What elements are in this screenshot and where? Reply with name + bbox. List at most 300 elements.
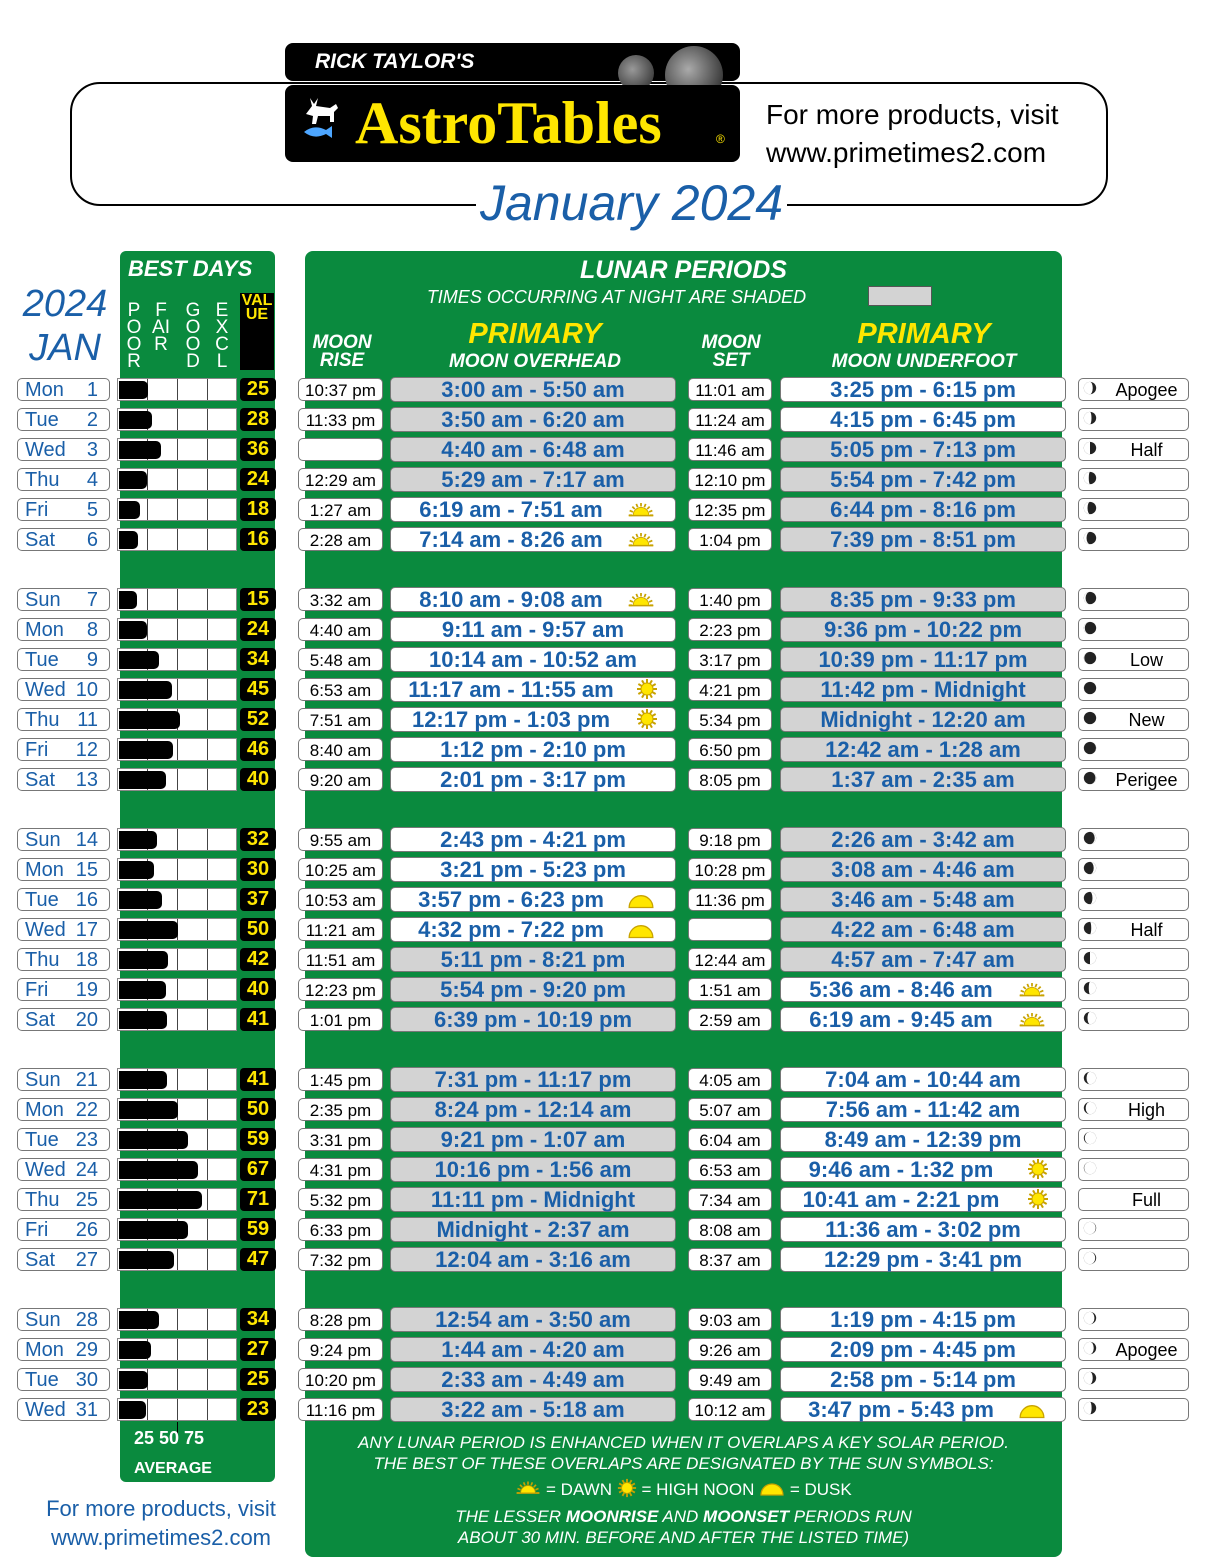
moonrise-time: 3:32 am [298,588,383,611]
overhead-period: 2:01 pm - 3:17 pm [390,767,676,792]
day-date: 23 [75,1129,98,1151]
overhead-period: 5:54 pm - 9:20 pm [390,977,676,1002]
grid-line [177,409,178,430]
dusk-sun-icon [759,1481,785,1500]
rating-bar-track [117,768,237,791]
moonset-time: 2:59 am [688,1008,772,1031]
underfoot-period: 2:58 pm - 5:14 pm [780,1367,1066,1392]
moon-phase-icon [1083,411,1100,428]
rating-bar-track [117,1308,237,1331]
promo-url[interactable]: www.primetimes2.com [50,1525,272,1550]
grid-line [177,739,178,760]
moonset-time: 5:34 pm [688,708,772,731]
grid-line [207,1309,208,1330]
day-label [17,1128,110,1151]
day-of-week: Mon [25,619,64,641]
moonset-time: 12:10 pm [688,468,772,491]
grid-line [147,529,148,550]
overhead-period: 1:12 pm - 2:10 pm [390,737,676,762]
underfoot-period: 7:04 am - 10:44 am [780,1067,1066,1092]
moon-phase-label: Low [1129,650,1164,670]
day-value: 25 [240,378,276,401]
moon-phase-icon [1083,441,1100,458]
day-label [17,1008,110,1031]
moonset-time: 8:37 am [688,1248,772,1271]
day-value: 41 [240,1068,276,1091]
col-excl-label: EXCL [215,300,229,372]
moon-phase-icon [1083,861,1100,878]
day-date: 29 [75,1339,98,1361]
moonset-time: 9:03 am [688,1308,772,1331]
rating-bar-track [117,408,237,431]
grid-line [207,1189,208,1210]
moonrise-time: 9:20 am [298,768,383,791]
day-value: 41 [240,1008,276,1031]
grid-line [207,979,208,1000]
rating-bar-track [117,1368,237,1391]
day-label [17,378,110,401]
moon-phase-label: Half [1130,440,1163,460]
moon-phase [1078,1008,1189,1031]
day-value: 46 [240,738,276,761]
moonrise-time: 10:53 am [298,888,383,911]
rating-bar [119,1341,151,1359]
moonrise-time: 4:40 am [298,618,383,641]
rating-bar [119,1161,198,1179]
day-date: 5 [86,499,98,521]
day-of-week: Mon [25,1339,64,1361]
moonset-time: 8:08 am [688,1218,772,1241]
grid-line [147,589,148,610]
rating-bar-track [117,438,237,461]
page-title: January 2024 [476,174,787,232]
overhead-period: 2:43 pm - 4:21 pm [390,827,676,852]
moonrise-time: 1:45 pm [298,1068,383,1091]
day-of-week: Tue [25,409,59,431]
overhead-period: 8:10 am - 9:08 am [390,587,676,612]
moon-phase-icon [1083,831,1100,848]
moon-phase-icon [1083,981,1100,998]
grid-line [177,979,178,1000]
average-label: AVERAGE [134,1460,212,1477]
overhead-period: 10:14 am - 10:52 am [390,647,676,672]
moonrise-header [306,334,378,370]
day-of-week: Tue [25,1129,59,1151]
moonrise-time: 6:33 pm [298,1218,383,1241]
grid-line [207,1159,208,1180]
moonset-header-line: SET [712,350,750,371]
grid-line [207,1219,208,1240]
brand-byline: RICK TAYLOR'S [285,43,740,81]
rating-bar-track [117,1068,237,1091]
grid-line [207,859,208,880]
day-label [17,1248,110,1271]
overhead-period: 1:44 am - 4:20 am [390,1337,676,1362]
moon-phase [1078,738,1189,761]
noon-sun-icon [1027,1188,1049,1215]
grid-line [207,1339,208,1360]
day-date: 20 [75,1009,98,1031]
noon-sun-icon [636,678,658,705]
moon-phase [1078,888,1189,911]
day-value: 67 [240,1158,276,1181]
moonrise-time: 10:25 am [298,858,383,881]
underfoot-period: 6:19 am - 9:45 am [780,1007,1066,1032]
overhead-period: 9:11 am - 9:57 am [390,617,676,642]
primary-header-underfoot: PRIMARY [857,318,991,350]
grid-line [177,859,178,880]
moon-phase [1078,618,1189,641]
day-value: 40 [240,978,276,1001]
day-of-week: Thu [25,1189,60,1211]
moonrise-time: 12:29 am [298,468,383,491]
moon-phase [1078,528,1189,551]
moon-phase-icon [1083,1101,1100,1118]
moon-note-text: THE LESSER [455,1507,566,1526]
moon-phase [1078,1338,1189,1361]
day-value: 47 [240,1248,276,1271]
day-date: 4 [86,469,98,491]
moonset-time: 1:51 am [688,978,772,1001]
moon-phase-icon [1083,381,1100,398]
day-value: 27 [240,1338,276,1361]
day-of-week: Sun [25,1309,61,1331]
dawn-sun-icon [515,1481,541,1500]
day-label [17,1218,110,1241]
rating-bar-track [117,378,237,401]
moon-phase-icon [1083,771,1100,788]
rating-bar-track [117,948,237,971]
underfoot-period: 5:05 pm - 7:13 pm [780,437,1066,462]
moonrise-time: 7:32 pm [298,1248,383,1271]
moon-phase [1078,408,1189,431]
rating-bar-track [117,1158,237,1181]
day-of-week: Thu [25,469,60,491]
moon-phase [1078,498,1189,521]
day-label [17,408,110,431]
moonset-time: 1:04 pm [688,528,772,551]
day-label [17,948,110,971]
dawn-sun-icon [627,501,655,524]
day-of-week: Wed [25,679,66,701]
underfoot-period: 7:39 pm - 8:51 pm [780,527,1066,552]
moon-phase [1078,468,1189,491]
rating-bar-track [117,828,237,851]
day-of-week: Fri [25,979,49,1001]
underfoot-period: 12:29 pm - 3:41 pm [780,1247,1066,1272]
overhead-period: 12:17 pm - 1:03 pm [390,707,676,732]
rating-bar [119,441,161,459]
promo-line: For more products, visit [766,99,1059,130]
underfoot-period: 9:46 am - 1:32 pm [780,1157,1066,1182]
grid-line [177,1309,178,1330]
underfoot-period: 4:22 am - 6:48 am [780,917,1066,942]
grid-line [207,649,208,670]
overhead-period: 8:24 pm - 12:14 am [390,1097,676,1122]
rating-bar [119,1191,202,1209]
side-month: JAN [29,327,101,369]
grid-line [177,829,178,850]
grid-line [207,829,208,850]
moon-phase-icon [1083,1371,1100,1388]
underfoot-period: 11:42 pm - Midnight [780,677,1066,702]
footer-note [305,1432,1062,1474]
day-date: 15 [75,859,98,881]
moon-phase-icon [1083,501,1100,518]
grid-line [177,1069,178,1090]
day-value: 18 [240,498,276,521]
grid-line [177,469,178,490]
rating-bar [119,531,138,549]
moonrise-time [298,438,383,461]
grid-line [207,1069,208,1090]
moon-phase [1078,588,1189,611]
rating-bar-track [117,1218,237,1241]
moon-phase [1078,648,1189,671]
grid-line [207,889,208,910]
moon-phase-label: High [1127,1100,1166,1120]
day-of-week: Sun [25,829,61,851]
moon-phase [1078,1308,1189,1331]
day-of-week: Wed [25,1399,66,1421]
grid-line [177,949,178,970]
underfoot-period: 11:36 am - 3:02 pm [780,1217,1066,1242]
moon-phase [1078,768,1189,791]
moonrise-time: 7:51 am [298,708,383,731]
grid-line [207,409,208,430]
moon-phase [1078,438,1189,461]
moon-note [305,1506,1062,1548]
grid-line [177,1339,178,1360]
rating-bar [119,1071,167,1089]
moon-phase [1078,1398,1189,1421]
day-value: 32 [240,828,276,851]
moon-phase-icon [1083,1311,1100,1328]
overhead-header: MOON OVERHEAD [448,351,622,372]
day-label [17,978,110,1001]
grid-line [177,1009,178,1030]
dusk-legend-label: = DUSK [789,1479,852,1499]
day-date: 6 [86,529,98,551]
rating-bar-track [117,1008,237,1031]
dawn-legend-label: = DAWN [546,1479,612,1499]
moon-phase-icon [1083,1161,1100,1178]
underfoot-period: 12:42 am - 1:28 am [780,737,1066,762]
day-value: 71 [240,1188,276,1211]
rating-bar [119,501,140,519]
moonset-time: 11:24 am [688,408,772,431]
underfoot-period: 2:26 am - 3:42 am [780,827,1066,852]
day-of-week: Tue [25,889,59,911]
day-label [17,738,110,761]
rating-bar [119,1371,148,1389]
rating-bar [119,1221,188,1239]
moon-phase-icon [1083,1251,1100,1268]
moonset-time: 11:01 am [688,378,772,401]
noon-legend-label: = HIGH NOON [641,1479,755,1499]
moonrise-time: 9:24 pm [298,1338,383,1361]
moonset-header-line: MOON [701,332,761,353]
grid-line [207,499,208,520]
moon-phase-icon [1083,891,1100,908]
day-of-week: Fri [25,1219,49,1241]
rating-bar [119,1131,188,1149]
moon-phase-icon [1083,921,1100,938]
moon-note-text: AND [658,1507,704,1526]
day-of-week: Sat [25,1249,56,1271]
day-value: 52 [240,708,276,731]
rating-bar [119,381,148,399]
rating-bar-track [117,888,237,911]
moon-phase-label: Full [1131,1190,1161,1210]
moonrise-time: 2:35 pm [298,1098,383,1121]
day-value: 50 [240,1098,276,1121]
moonset-time: 4:21 pm [688,678,772,701]
grid-line [207,469,208,490]
moonrise-time: 8:28 pm [298,1308,383,1331]
underfoot-period: Midnight - 12:20 am [780,707,1066,732]
rating-bar-track [117,708,237,731]
day-label [17,708,110,731]
moon-phase-label: New [1128,710,1165,730]
promo-url[interactable]: www.primetimes2.com [766,137,1047,168]
grid-line [207,949,208,970]
day-date: 18 [75,949,98,971]
rating-bar [119,621,147,639]
day-label [17,1188,110,1211]
day-value: 15 [240,588,276,611]
rating-bar [119,861,154,879]
underfoot-header: MOON UNDERFOOT [831,351,1017,372]
moonrise-time: 3:31 pm [298,1128,383,1151]
day-label [17,828,110,851]
day-of-week: Sat [25,529,56,551]
rating-bar-track [117,858,237,881]
rating-bar [119,1101,178,1119]
grid-line [177,889,178,910]
moonrise-time: 10:20 pm [298,1368,383,1391]
day-date: 13 [75,769,98,791]
moonrise-time: 2:28 am [298,528,383,551]
side-label [22,282,108,370]
footer-note-line: THE BEST OF THESE OVERLAPS ARE DESIGNATED BY THE SUN SYMBOLS: [373,1454,994,1473]
header-promo [766,96,1059,172]
moon-phase [1078,378,1189,401]
rating-bar [119,411,152,429]
underfoot-period: 10:39 pm - 11:17 pm [780,647,1066,672]
underfoot-period: 10:41 am - 2:21 pm [780,1187,1066,1212]
footer-note-line: ANY LUNAR PERIOD IS ENHANCED WHEN IT OVERLAPS A KEY SOLAR PERIOD. [358,1433,1009,1452]
moonset-time: 4:05 am [688,1068,772,1091]
rating-bar-track [117,1398,237,1421]
overhead-period: 3:22 am - 5:18 am [390,1397,676,1422]
moon-phase-icon [1083,471,1100,488]
rating-bar-track [117,588,237,611]
grid-line [177,619,178,640]
moonset-time: 6:04 am [688,1128,772,1151]
day-date: 7 [86,589,98,611]
day-label [17,858,110,881]
moonrise-time: 5:32 pm [298,1188,383,1211]
moonset-time: 11:46 am [688,438,772,461]
rating-bar [119,471,147,489]
moonset-time: 1:40 pm [688,588,772,611]
grid-line [207,529,208,550]
underfoot-period: 1:19 pm - 4:15 pm [780,1307,1066,1332]
day-label [17,468,110,491]
moon-phase [1078,828,1189,851]
overhead-period: 11:11 pm - Midnight [390,1187,676,1212]
day-date: 31 [75,1399,98,1421]
rating-bar-track [117,678,237,701]
day-date: 30 [75,1369,98,1391]
rating-bar [119,651,159,669]
moonset-time: 12:35 pm [688,498,772,521]
noon-sun-icon [636,708,658,735]
day-label [17,1098,110,1121]
grid-line [207,709,208,730]
underfoot-period: 3:46 am - 5:48 am [780,887,1066,912]
grid-line [207,1009,208,1030]
overhead-period: 6:19 am - 7:51 am [390,497,676,522]
grid-line [177,379,178,400]
day-date: 17 [75,919,98,941]
overhead-period: 12:54 am - 3:50 am [390,1307,676,1332]
underfoot-period: 5:54 pm - 7:42 pm [780,467,1066,492]
day-label [17,888,110,911]
moonrise-time: 11:51 am [298,948,383,971]
grid-line [207,739,208,760]
overhead-period: 11:17 am - 11:55 am [390,677,676,702]
day-of-week: Sun [25,589,61,611]
moon-phase [1078,1128,1189,1151]
moonset-time: 6:50 pm [688,738,772,761]
day-value: 28 [240,408,276,431]
grid-line [177,769,178,790]
noon-sun-icon [1027,1158,1049,1185]
moon-phase-icon [1083,1341,1100,1358]
grid-line [207,1249,208,1270]
rating-bar-track [117,1188,237,1211]
underfoot-period: 1:37 am - 2:35 am [780,767,1066,792]
rating-bar-track [117,498,237,521]
overhead-period: 12:04 am - 3:16 am [390,1247,676,1272]
moonset-time: 6:53 am [688,1158,772,1181]
day-of-week: Tue [25,649,59,671]
day-of-week: Wed [25,1159,66,1181]
day-date: 2 [86,409,98,431]
rating-bar [119,1401,146,1419]
moon-phase-icon [1083,951,1100,968]
day-of-week: Mon [25,1099,64,1121]
moonset-time: 9:49 am [688,1368,772,1391]
grid-line [207,589,208,610]
underfoot-period: 2:09 pm - 4:45 pm [780,1337,1066,1362]
day-value: 37 [240,888,276,911]
moon-phase [1078,1098,1189,1121]
dawn-sun-icon [1018,1011,1046,1034]
day-of-week: Thu [25,949,60,971]
underfoot-period: 3:25 pm - 6:15 pm [780,377,1066,402]
moon-phase-label: Apogee [1115,1340,1178,1360]
underfoot-period: 7:56 am - 11:42 am [780,1097,1066,1122]
underfoot-period: 5:36 am - 8:46 am [780,977,1066,1002]
moonrise-time: 11:33 pm [298,408,383,431]
moon-phase [1078,1188,1189,1211]
col-poor-label: POOR [126,300,142,372]
day-label [17,1308,110,1331]
moon-phase-icon [1083,741,1100,758]
